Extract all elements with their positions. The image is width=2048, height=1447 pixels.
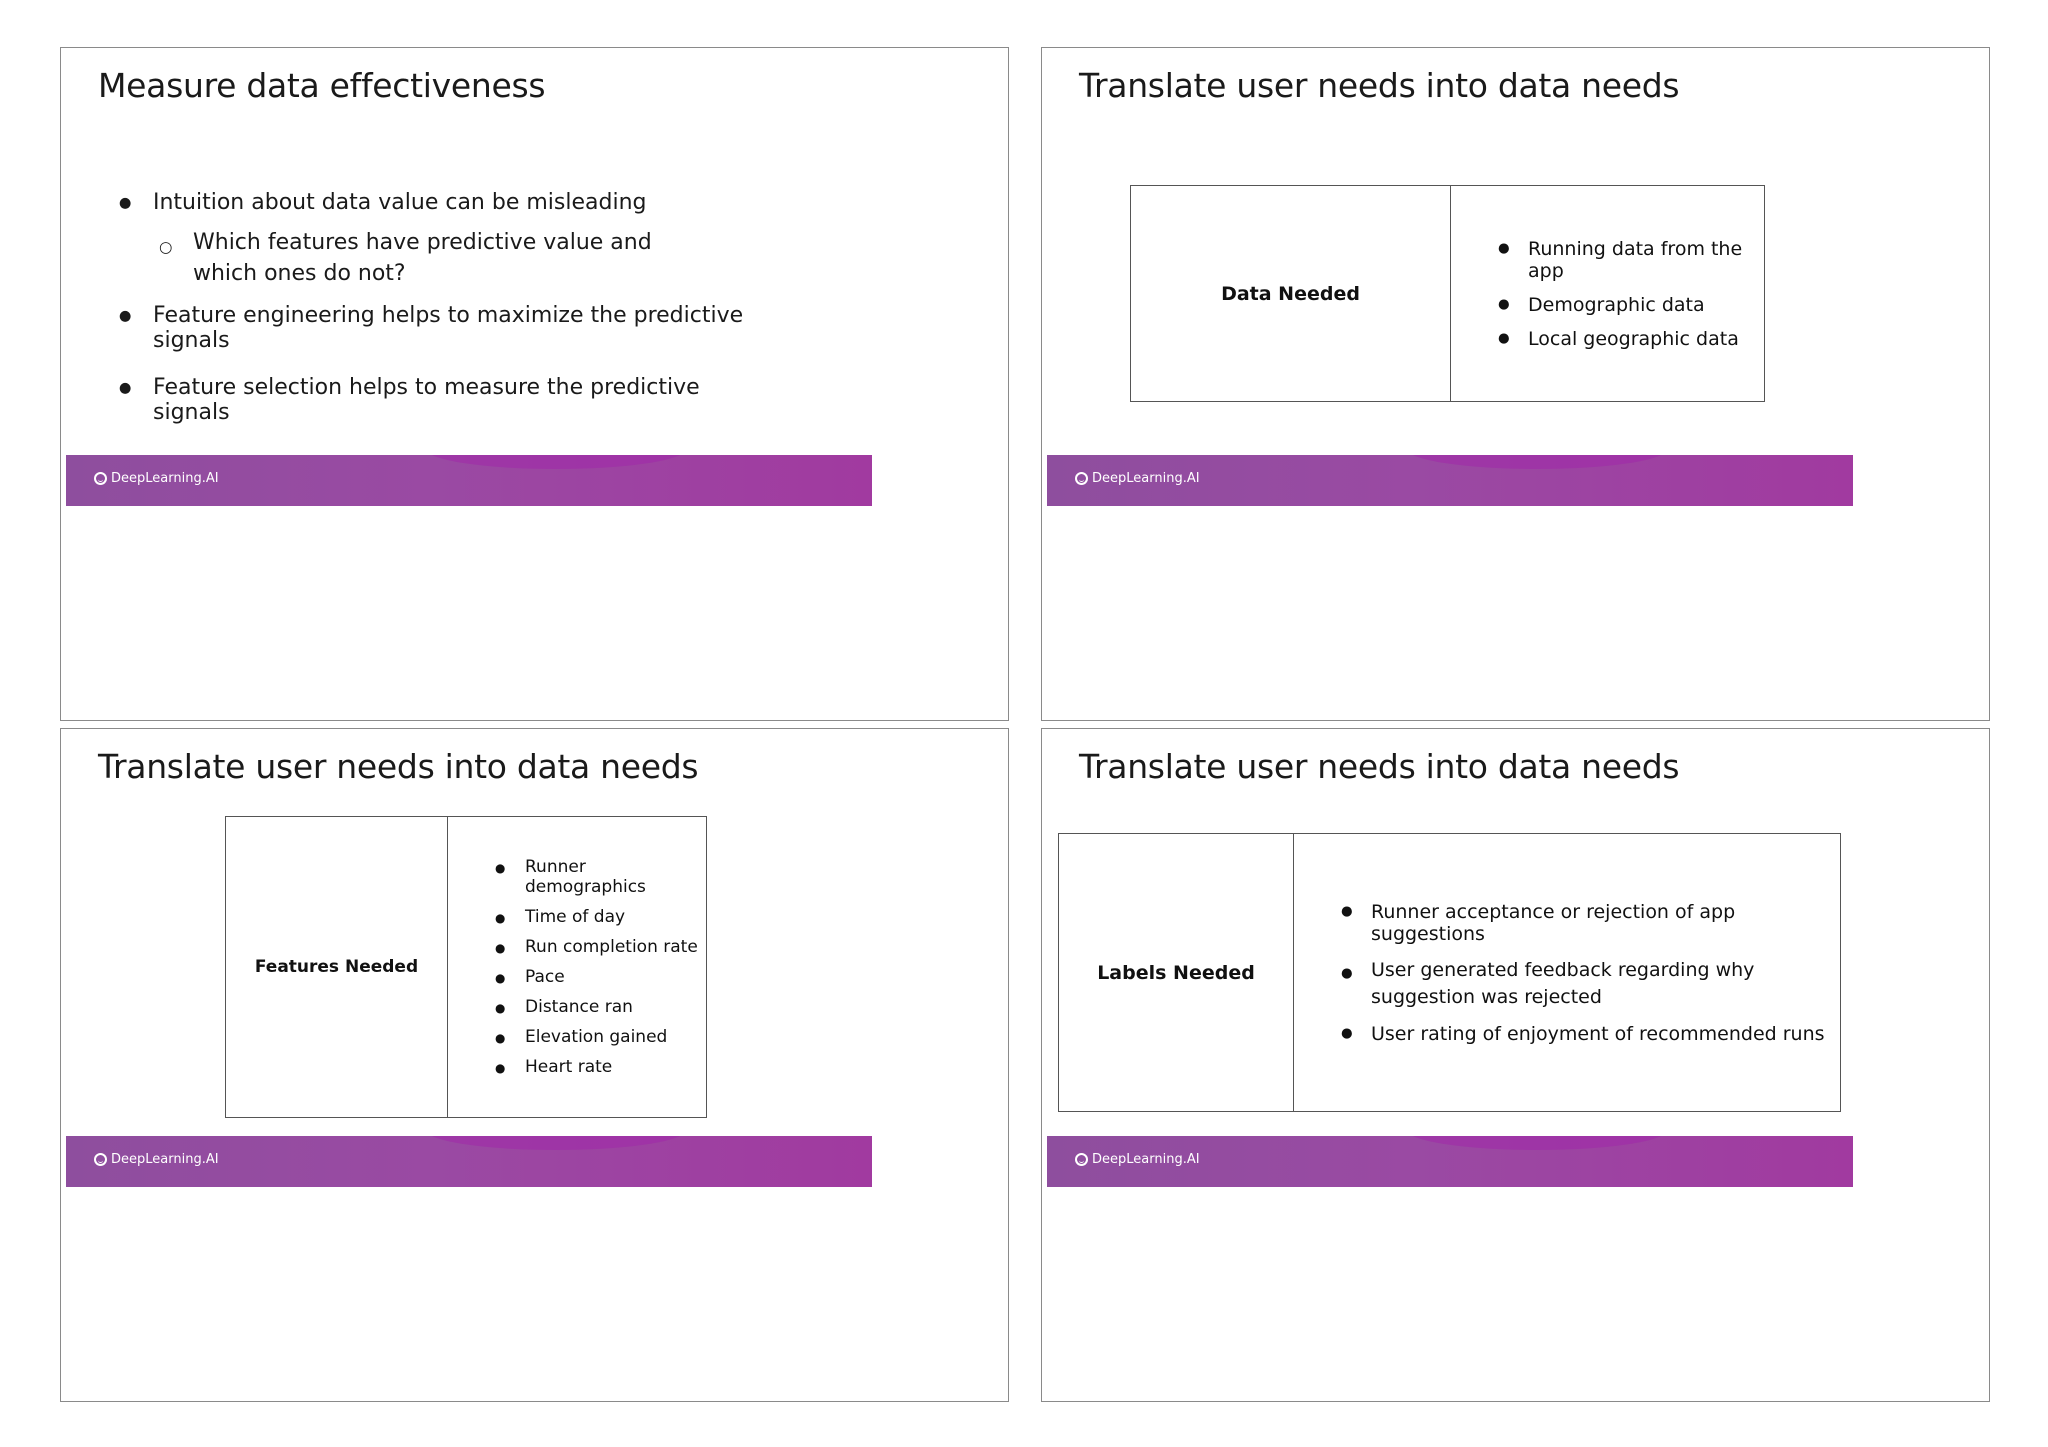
slide-title: Measure data effectiveness <box>98 66 546 105</box>
bullet-item: ● Feature engineering helps to maximize the predictive signals <box>119 303 779 353</box>
brand-name: DeepLearning.AI <box>111 471 219 486</box>
brand-logo <box>94 1152 219 1167</box>
brand-name: DeepLearning.AI <box>1092 471 1200 486</box>
list-item: ● Pace <box>495 967 705 987</box>
list-item: ● Heart rate <box>495 1057 705 1077</box>
list-item: ● Runner demographics <box>495 857 705 897</box>
labels-needs-table <box>1058 833 1841 1112</box>
bullet-item: ● Intuition about data value can be misleading <box>119 190 779 215</box>
table-label-cell: Features Needed <box>226 817 448 1118</box>
slide-2 <box>1041 47 1990 721</box>
slide-title: Translate user needs into data needs <box>1079 747 1680 786</box>
features-needs-table <box>225 816 707 1118</box>
deeplearning-ai-logo-icon <box>94 472 107 485</box>
bullet-list <box>119 190 779 425</box>
table-list-cell <box>1294 834 1841 1112</box>
list-item: ● Distance ran <box>495 997 705 1017</box>
slide-1 <box>60 47 1009 721</box>
deeplearning-ai-logo-icon <box>1075 1153 1088 1166</box>
table-list-cell <box>448 817 707 1118</box>
list-item: ● Runner acceptance or rejection of app suggestions <box>1341 901 1830 945</box>
table-label-cell: Data Needed <box>1131 186 1451 402</box>
list-item: ● Time of day <box>495 907 705 927</box>
list-item: ● Elevation gained <box>495 1027 705 1047</box>
brand-logo <box>1075 471 1200 486</box>
brand-name: DeepLearning.AI <box>111 1152 219 1167</box>
list-item: ● Run completion rate <box>495 937 705 957</box>
footer-bar <box>66 1136 872 1187</box>
list-item: ● Demographic data <box>1498 294 1763 316</box>
table-label-cell: Labels Needed <box>1059 834 1294 1112</box>
slide-3 <box>60 728 1009 1402</box>
footer-bar <box>66 455 872 506</box>
brand-logo <box>94 471 219 486</box>
list-item: ● Running data from the app <box>1498 238 1763 282</box>
footer-wave <box>1407 455 1667 469</box>
footer-wave <box>1407 1136 1667 1150</box>
brand-name: DeepLearning.AI <box>1092 1152 1200 1167</box>
deeplearning-ai-logo-icon <box>1075 472 1088 485</box>
footer-wave <box>426 455 686 469</box>
slide-title: Translate user needs into data needs <box>1079 66 1680 105</box>
list-item: ● User rating of enjoyment of recommended runs <box>1341 1023 1830 1045</box>
slide-4 <box>1041 728 1990 1402</box>
bullet-item: ● Feature selection helps to measure the predictive signals <box>119 375 779 425</box>
footer-bar <box>1047 1136 1853 1187</box>
list-item: ● User generated feedback regarding why suggestion was rejected <box>1341 957 1830 1011</box>
data-needs-table <box>1130 185 1765 402</box>
footer-bar <box>1047 455 1853 506</box>
brand-logo <box>1075 1152 1200 1167</box>
footer-wave <box>426 1136 686 1150</box>
slide-title: Translate user needs into data needs <box>98 747 699 786</box>
sub-bullet-item: ○ Which features have predictive value and which ones do not? <box>119 227 713 289</box>
table-list-cell <box>1451 186 1765 402</box>
list-item: ● Local geographic data <box>1498 328 1763 350</box>
deeplearning-ai-logo-icon <box>94 1153 107 1166</box>
